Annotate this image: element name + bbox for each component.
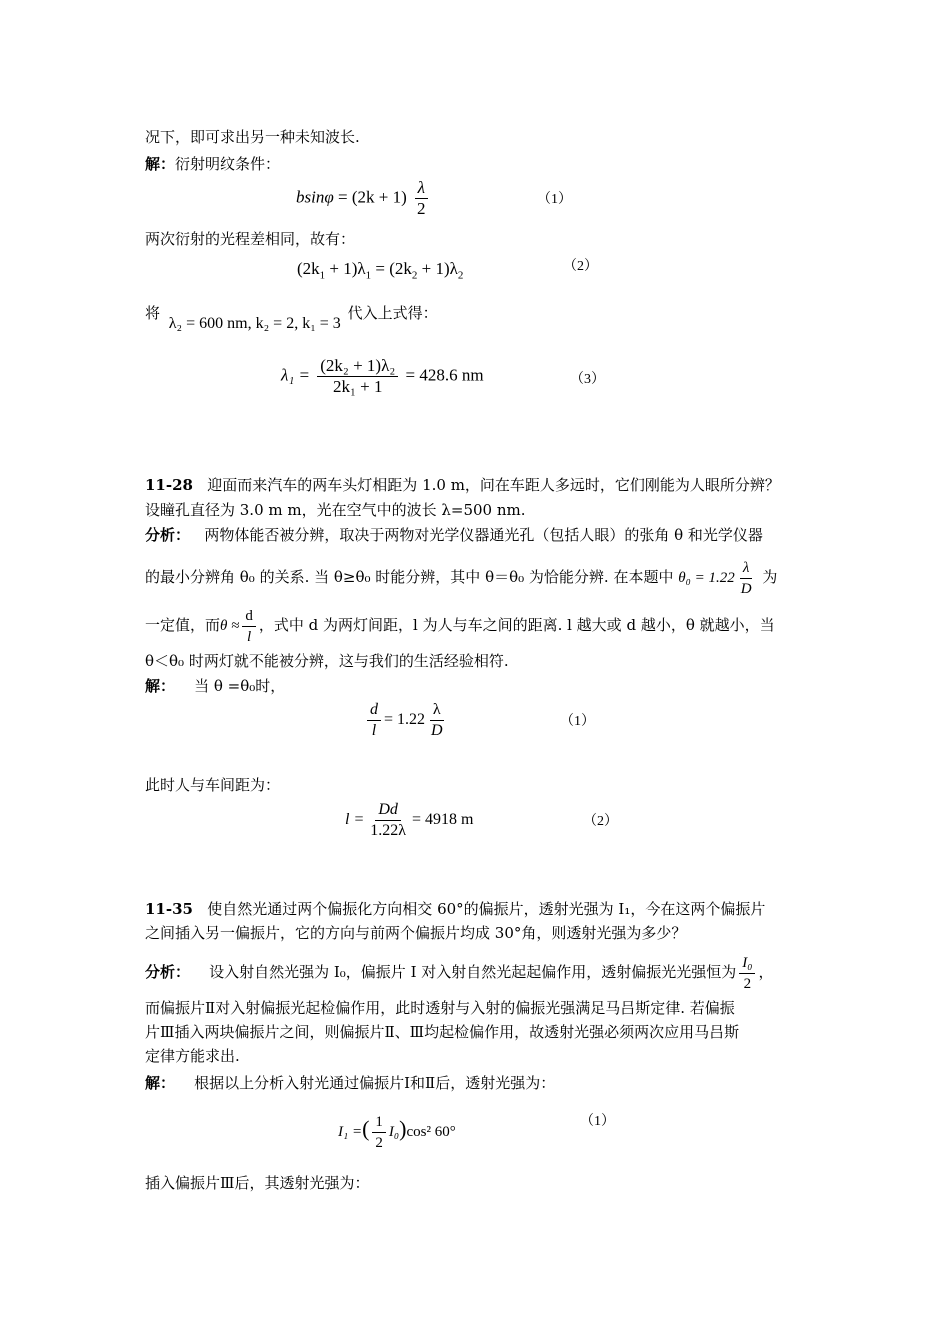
p28-equation-1 bbox=[364, 700, 449, 741]
eq3-den: 2k₁ + 1 bbox=[333, 377, 383, 396]
p28-a2-pre: 的最小分辨角 θ₀ 的关系. 当 θ≥θ₀ 时能分辨，其中 θ＝θ₀ 为恰能分辨. 在本题中 bbox=[145, 567, 674, 586]
solution-line-1 bbox=[145, 153, 280, 175]
eq2-b: + 1)λ bbox=[325, 259, 366, 278]
sub-expr: λ₂ = 600 nm, k₂ = 2, k₁ = 3 bbox=[168, 315, 341, 332]
p35-equation-1: I₁ =( $\frac{1}{2}$ I₀)cos² 60° bbox=[338, 1114, 456, 1151]
p28-e1-frac-a bbox=[367, 700, 381, 741]
p35-analysis-4: 定律方能求出. bbox=[145, 1047, 240, 1065]
eq3-num: (2k₂ + 1)λ₂ bbox=[317, 356, 398, 377]
p35-a1-fraction bbox=[739, 953, 755, 994]
p28-a2-num: λ bbox=[740, 558, 753, 579]
eq3-rhs: = 428.6 nm bbox=[405, 365, 484, 385]
eq1-mid: = (2k + 1) bbox=[338, 187, 407, 207]
p28-analysis-2 bbox=[145, 558, 777, 599]
problem-11-35-id: 11-35 bbox=[145, 900, 193, 918]
eq1-den: 2 bbox=[417, 199, 426, 218]
eq1-phi: φ bbox=[324, 187, 334, 207]
p28-analysis-3 bbox=[145, 606, 775, 647]
p28-e2-num: Dd bbox=[375, 800, 401, 821]
eq2-tag: （2） bbox=[563, 259, 598, 274]
p28-e1-frac-b bbox=[428, 700, 446, 741]
eq2-a: (2k bbox=[297, 259, 320, 278]
problem-11-28-line-1 bbox=[145, 474, 780, 496]
p28-q1: 迎面而来汽车的两车头灯相距为 1.0 m，问在车距人多远时，它们刚能为人眼所分辨？ bbox=[207, 476, 780, 494]
problem-11-35-line-1 bbox=[145, 898, 765, 920]
p28-e2-tag: （2） bbox=[583, 814, 618, 829]
p35-sol-text: 根据以上分析入射光通过偏振片Ⅰ和Ⅱ后，透射光强为： bbox=[194, 1074, 556, 1092]
p28-e1-tag: （1） bbox=[560, 714, 595, 729]
p28-analysis-label: 分析： bbox=[145, 526, 191, 544]
p28-e1-num: d bbox=[367, 700, 381, 721]
p28-e2-den: 1.22λ bbox=[370, 822, 407, 839]
p28-theta0-expr bbox=[678, 560, 757, 597]
p35-solution bbox=[145, 1072, 555, 1094]
p35-sol-label: 解： bbox=[145, 1074, 176, 1092]
p35-analysis-1 bbox=[145, 953, 774, 994]
p28-e1-mid: = 1.22 bbox=[384, 711, 426, 729]
p35-e1-fraction bbox=[372, 1112, 386, 1153]
p28-e2-lhs: l = bbox=[345, 811, 365, 829]
sub-pre: 将 bbox=[145, 304, 161, 322]
p28-e1-den2: D bbox=[431, 722, 443, 739]
eq3-lhs: λ₁ = bbox=[281, 365, 310, 385]
p28-a2-den: D bbox=[740, 581, 752, 597]
p35-a1-expr bbox=[736, 955, 758, 992]
text-2: 两次衍射的光程差相同，故有： bbox=[145, 230, 356, 248]
p28-sol-label: 解： bbox=[145, 677, 176, 695]
eq2-s1: 1 bbox=[319, 269, 326, 282]
p35-a1-pre: 设入射自然光强为 I₀，偏振片 I 对入射自然光起起偏作用，透射偏振光光强恒为 bbox=[209, 962, 737, 981]
p35-a1-num: I₀ bbox=[739, 953, 755, 974]
p28-analysis-4: θ＜θ₀ 时两灯就不能被分辨，这与我们的生活经验相符. bbox=[145, 652, 509, 670]
p35-analysis-label: 分析： bbox=[145, 962, 191, 981]
p35-a1-post: ， bbox=[758, 962, 774, 981]
solution-label: 解： bbox=[145, 155, 176, 173]
p28-e2-rhs: = 4918 m bbox=[412, 811, 474, 829]
p35-analysis-2: 而偏振片Ⅱ对入射偏振光起检偏作用，此时透射与入射的偏振光强满足马吕斯定律. 若偏振 bbox=[145, 999, 735, 1017]
p28-theta-expr bbox=[220, 608, 259, 645]
p28-a3-pre: 一定值，而 bbox=[145, 615, 221, 634]
eq1-num: λ bbox=[415, 178, 428, 199]
eq3-tag: （3） bbox=[570, 372, 605, 387]
problem-11-28-line-2: 设瞳孔直径为 3.0 m m，光在空气中的波长 λ=500 nm. bbox=[145, 501, 526, 519]
equation-1 bbox=[296, 178, 432, 219]
solution-text: 衍射明纹条件： bbox=[175, 155, 281, 173]
p28-solution bbox=[145, 675, 285, 697]
p28-e1-den: l bbox=[371, 722, 377, 739]
p35-e1-tag: （1） bbox=[580, 1114, 615, 1129]
p28-e1-num2: λ bbox=[430, 700, 444, 721]
p28-a3-post: ，式中 d 为两灯间距，l 为人与车之间的距离. l 越大或 d 越小，θ 就越小，当 bbox=[258, 615, 775, 634]
p28-a3-num: d bbox=[242, 606, 256, 627]
problem-11-28-id: 11-28 bbox=[145, 476, 193, 494]
p35-e1-lhs: I₁ = bbox=[338, 1123, 363, 1140]
p35-analysis-3: 片Ⅲ插入两块偏振片之间，则偏振片Ⅱ、Ⅲ均起检偏作用，故透射光强必须两次应用马吕斯 bbox=[145, 1023, 740, 1041]
p28-a3-lhs: θ ≈ bbox=[220, 617, 240, 634]
eq2-s3: 2 bbox=[411, 269, 418, 282]
p35-a1-den: 2 bbox=[743, 976, 752, 992]
eq2-s2: 1 bbox=[365, 269, 372, 282]
equation-2 bbox=[297, 259, 463, 281]
substitution-line bbox=[145, 302, 438, 332]
p35-last-line: 插入偏振片Ⅲ后，其透射光强为： bbox=[145, 1174, 370, 1192]
p28-e2-fraction bbox=[367, 800, 409, 841]
p28-a2-post: 为 bbox=[762, 567, 778, 586]
eq2-s4: 2 bbox=[457, 269, 464, 282]
p28-a2-lhs: θ₀ = 1.22 bbox=[678, 569, 735, 586]
sub-post: 代入上式得： bbox=[347, 304, 438, 322]
equation-3 bbox=[281, 356, 484, 397]
eq3-fraction bbox=[317, 356, 398, 397]
eq1-tag: （1） bbox=[537, 192, 572, 207]
p35-e1-mid: I₀ bbox=[388, 1123, 400, 1140]
eq2-d: + 1)λ bbox=[417, 259, 458, 278]
problem-11-35-line-2: 之间插入另一偏振片，它的方向与前两个偏振片均成 30°角，则透射光强为多少？ bbox=[145, 924, 687, 942]
p28-a3-den: l bbox=[247, 629, 252, 645]
p28-a3-fraction bbox=[242, 606, 256, 647]
p28-a2-fraction bbox=[738, 558, 755, 599]
p28-equation-2 bbox=[345, 800, 473, 841]
p28-a1: 两物体能否被分辨，取决于两物对光学仪器通光孔（包括人眼）的张角 θ 和光学仪器 bbox=[204, 526, 763, 544]
eq2-c: = (2k bbox=[371, 259, 412, 278]
p28-text-distance: 此时人与车间距为： bbox=[145, 776, 281, 794]
intro-line: 况下，即可求出另一种未知波长. bbox=[145, 128, 360, 146]
p35-e1-den: 2 bbox=[375, 1135, 383, 1151]
p35-e1-num: 1 bbox=[372, 1112, 386, 1133]
p28-sol-text: 当 θ =θ₀时， bbox=[194, 677, 286, 695]
p28-analysis-1 bbox=[145, 524, 763, 546]
p35-e1-rhs: cos² 60° bbox=[406, 1123, 456, 1140]
eq1-fraction bbox=[414, 178, 429, 219]
p35-q1: 使自然光通过两个偏振化方向相交 60°的偏振片，透射光强为 I₁，今在这两个偏振片 bbox=[207, 900, 766, 918]
eq1-lhs: bsin bbox=[296, 187, 325, 207]
